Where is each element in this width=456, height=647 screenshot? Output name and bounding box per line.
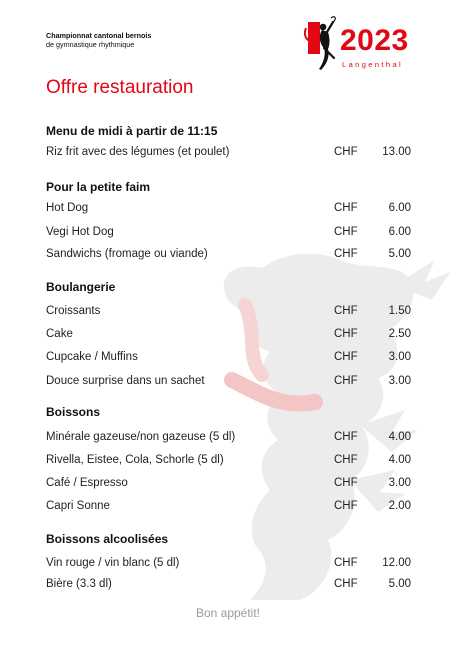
menu-item-currency: CHF [334, 431, 358, 443]
menu-item-price: 5.00 [388, 578, 411, 590]
menu-item [46, 224, 411, 240]
menu-item-currency: CHF [334, 351, 358, 363]
menu-item-price: 4.00 [388, 454, 411, 466]
menu-item-name: Croissants [46, 305, 101, 317]
menu-item-price: 3.00 [388, 375, 411, 387]
event-year: 2023 [340, 24, 409, 57]
menu-item-name: Sandwichs (fromage ou viande) [46, 248, 208, 260]
menu-item-name: Rivella, Eistee, Cola, Schorle (5 dl) [46, 454, 224, 466]
menu-item [46, 576, 411, 592]
event-city: Langenthal [342, 60, 404, 69]
menu-item-name: Minérale gazeuse/non gazeuse (5 dl) [46, 431, 236, 443]
menu-item-price: 3.00 [388, 477, 411, 489]
menu-item-currency: CHF [334, 328, 358, 340]
menu-item-name: Douce surprise dans un sachet [46, 375, 205, 387]
menu-item-currency: CHF [334, 226, 358, 238]
menu-item-currency: CHF [334, 305, 358, 317]
menu-item [46, 303, 411, 319]
menu-item-price: 6.00 [388, 202, 411, 214]
menu-item [46, 429, 411, 445]
menu-item [46, 144, 411, 160]
menu-item-name: Hot Dog [46, 202, 89, 214]
page-title: Offre restauration [46, 77, 194, 98]
menu-item [46, 452, 411, 468]
menu-item-name: Capri Sonne [46, 500, 110, 512]
menu-item [46, 246, 411, 262]
menu-item [46, 475, 411, 491]
footer-text: Bon appétit! [195, 606, 261, 620]
section-heading: Boissons alcoolisées [46, 532, 169, 546]
menu-item-price: 4.00 [388, 431, 411, 443]
menu-item [46, 200, 411, 216]
menu-item-price: 13.00 [382, 146, 411, 158]
menu-item-price: 5.00 [388, 248, 411, 260]
menu-item [46, 555, 411, 571]
menu-item-price: 3.00 [388, 351, 411, 363]
menu-item [46, 373, 411, 389]
menu-item-currency: CHF [334, 202, 358, 214]
menu-item-currency: CHF [334, 578, 358, 590]
section-heading: Menu de midi à partir de 11:15 [46, 124, 218, 138]
menu-item-currency: CHF [334, 375, 358, 387]
menu-item-currency: CHF [334, 477, 358, 489]
menu-item-currency: CHF [334, 557, 358, 569]
menu-item-currency: CHF [334, 248, 358, 260]
menu-item [46, 326, 411, 342]
menu-item-price: 1.50 [388, 305, 411, 317]
menu-item-price: 2.50 [388, 328, 411, 340]
menu-item [46, 498, 411, 514]
menu-item-name: Cupcake / Muffins [46, 351, 138, 363]
section-heading: Pour la petite faim [46, 180, 151, 194]
menu-item-name: Vin rouge / vin blanc (5 dl) [46, 557, 180, 569]
menu-item-name: Café / Espresso [46, 477, 128, 489]
menu-item-name: Riz frit avec des légumes (et poulet) [46, 146, 230, 158]
section-heading: Boissons [46, 405, 101, 419]
menu-item-currency: CHF [334, 454, 358, 466]
menu-item-currency: CHF [334, 500, 358, 512]
organizer-line-2: de gymnastique rhythmique [46, 40, 135, 49]
menu-item [46, 349, 411, 365]
menu-item-name: Vegi Hot Dog [46, 226, 114, 238]
menu-item-price: 6.00 [388, 226, 411, 238]
menu-item-name: Bière (3.3 dl) [46, 578, 112, 590]
menu-item-price: 2.00 [388, 500, 411, 512]
organizer-name [46, 31, 151, 49]
menu-item-name: Cake [46, 328, 73, 340]
menu-item-price: 12.00 [382, 557, 411, 569]
section-heading: Boulangerie [46, 280, 116, 294]
organizer-line-1: Championnat cantonal bernois [46, 31, 152, 40]
menu-item-currency: CHF [334, 146, 358, 158]
